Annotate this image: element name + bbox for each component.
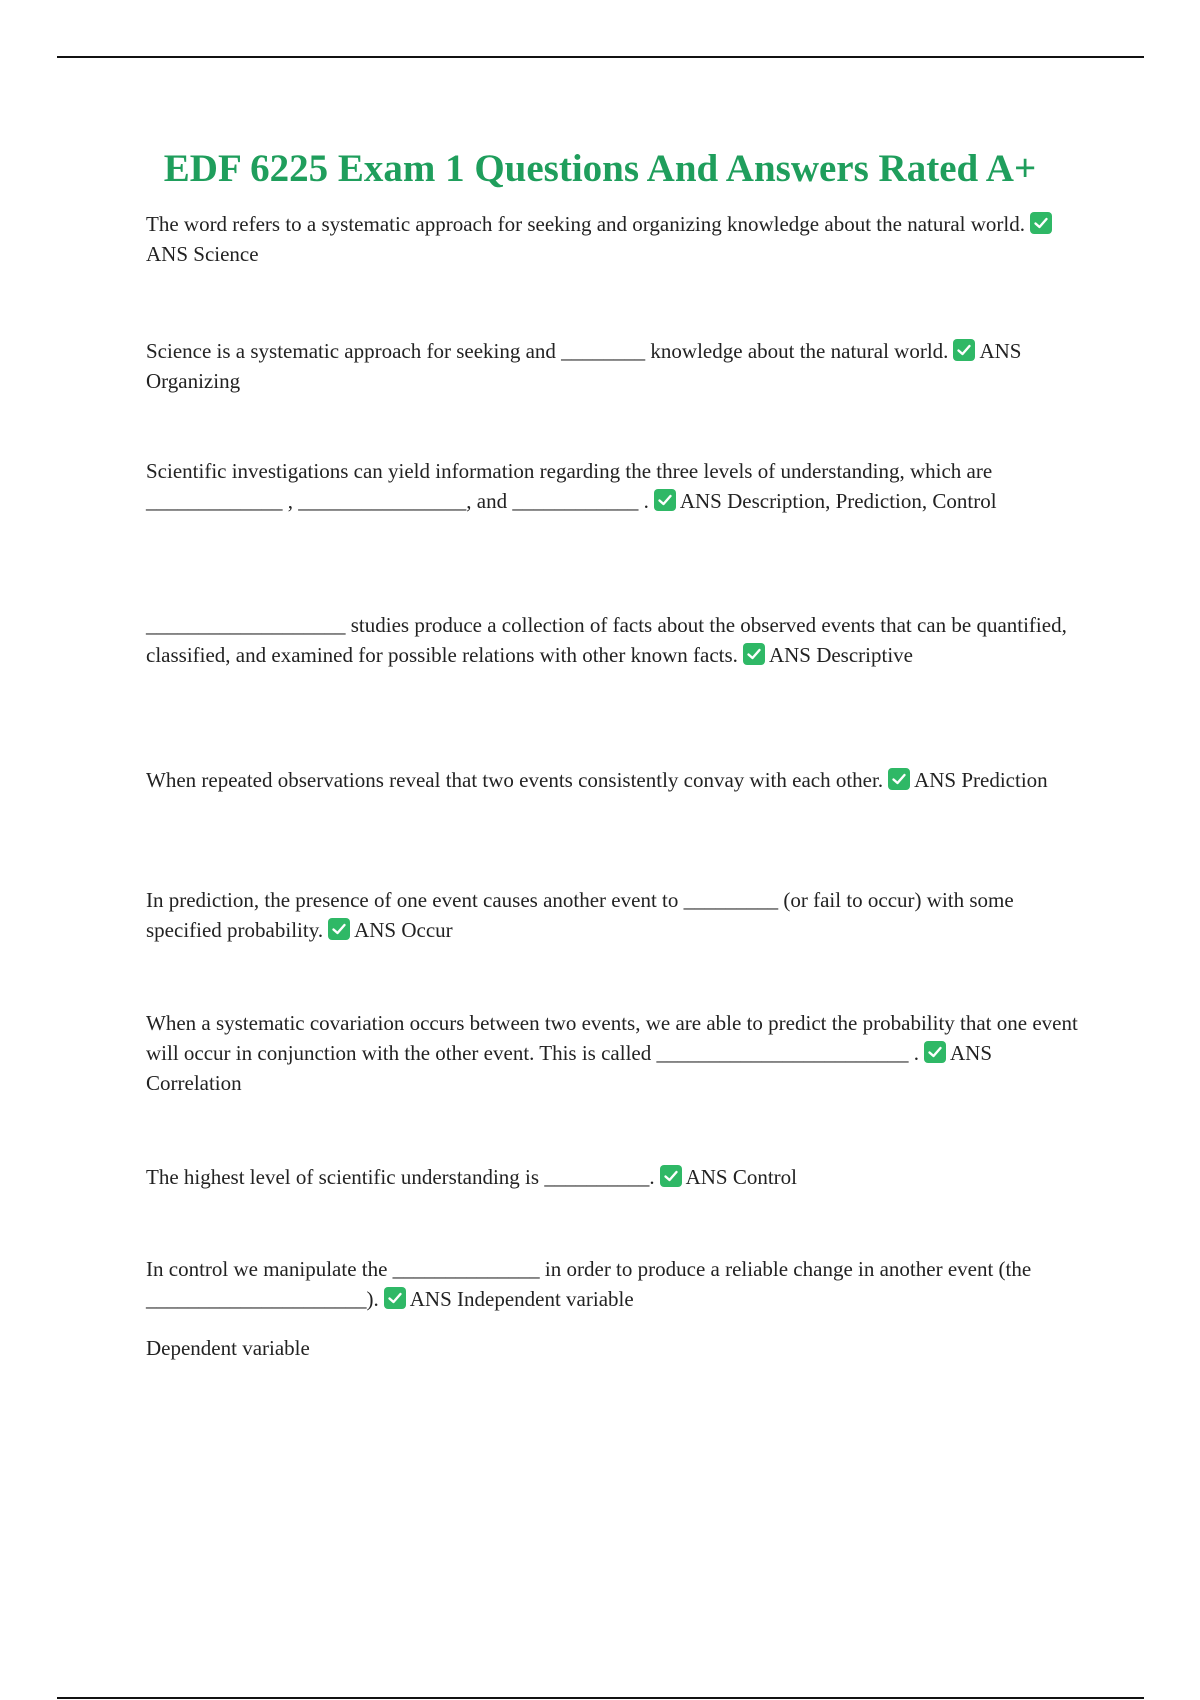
bottom-rule bbox=[57, 1697, 1144, 1699]
question-text: Science is a systematic approach for seeking and ________ knowledge about the natural world. bbox=[146, 339, 949, 363]
check-box-icon bbox=[888, 768, 910, 790]
page-title: EDF 6225 Exam 1 Questions And Answers Rated A+ bbox=[163, 147, 1037, 190]
qa-item bbox=[146, 765, 1091, 795]
question-text: When repeated observations reveal that two events consistently convay with each other. bbox=[146, 768, 884, 792]
qa-item bbox=[146, 1008, 1091, 1098]
question-text: The highest level of scientific understanding is __________. bbox=[146, 1165, 655, 1189]
answer-text: ANS Description, Prediction, Control bbox=[679, 489, 997, 513]
qa-item bbox=[146, 885, 1091, 945]
qa-item bbox=[146, 1254, 1091, 1314]
check-box-icon bbox=[384, 1287, 406, 1309]
answer-text: ANS Independent variable bbox=[409, 1287, 634, 1311]
qa-item bbox=[146, 1162, 1091, 1192]
question-text: The word refers to a systematic approach for seeking and organizing knowledge about the natural world. bbox=[146, 212, 1025, 236]
answer-text: ANS Descriptive bbox=[768, 643, 913, 667]
answer-text: ANS Control bbox=[685, 1165, 798, 1189]
check-box-icon bbox=[953, 339, 975, 361]
answer-text: ANS Occur bbox=[354, 918, 453, 942]
qa-item bbox=[146, 456, 1091, 516]
answer-text: ANS Prediction bbox=[914, 768, 1048, 792]
check-box-icon bbox=[743, 643, 765, 665]
question-text: When a systematic covariation occurs between two events, we are able to predict the probability that one event will occur in conjunction with the other event. This is called ________________________ . bbox=[146, 1011, 1078, 1065]
check-box-icon bbox=[328, 918, 350, 940]
check-box-icon bbox=[654, 489, 676, 511]
answer-text: ANS Science bbox=[146, 242, 259, 266]
qa-item bbox=[146, 336, 1091, 396]
answer-text: ANS Correlation bbox=[146, 1041, 993, 1095]
check-box-icon bbox=[660, 1165, 682, 1187]
check-box-icon bbox=[924, 1041, 946, 1063]
qa-item bbox=[146, 209, 1091, 269]
answer-text: ANS Organizing bbox=[146, 339, 1022, 393]
check-box-icon bbox=[1030, 212, 1052, 234]
top-rule bbox=[57, 56, 1144, 58]
qa-item bbox=[146, 610, 1091, 670]
question-text: ___________________ studies produce a collection of facts about the observed events that can be quantified, classified, and examined for possible relations with other known facts. bbox=[146, 613, 1067, 667]
question-text: In control we manipulate the ______________ in order to produce a reliable change in another event (the _____________________). bbox=[146, 1257, 1032, 1311]
trailing-text: Dependent variable bbox=[146, 1336, 310, 1360]
question-text: In prediction, the presence of one event causes another event to _________ (or fail to occur) with some specified probability. bbox=[146, 888, 1014, 942]
question-text: Scientific investigations can yield information regarding the three levels of understanding, which are _____________ , ________________, and ____________ . bbox=[146, 459, 993, 513]
